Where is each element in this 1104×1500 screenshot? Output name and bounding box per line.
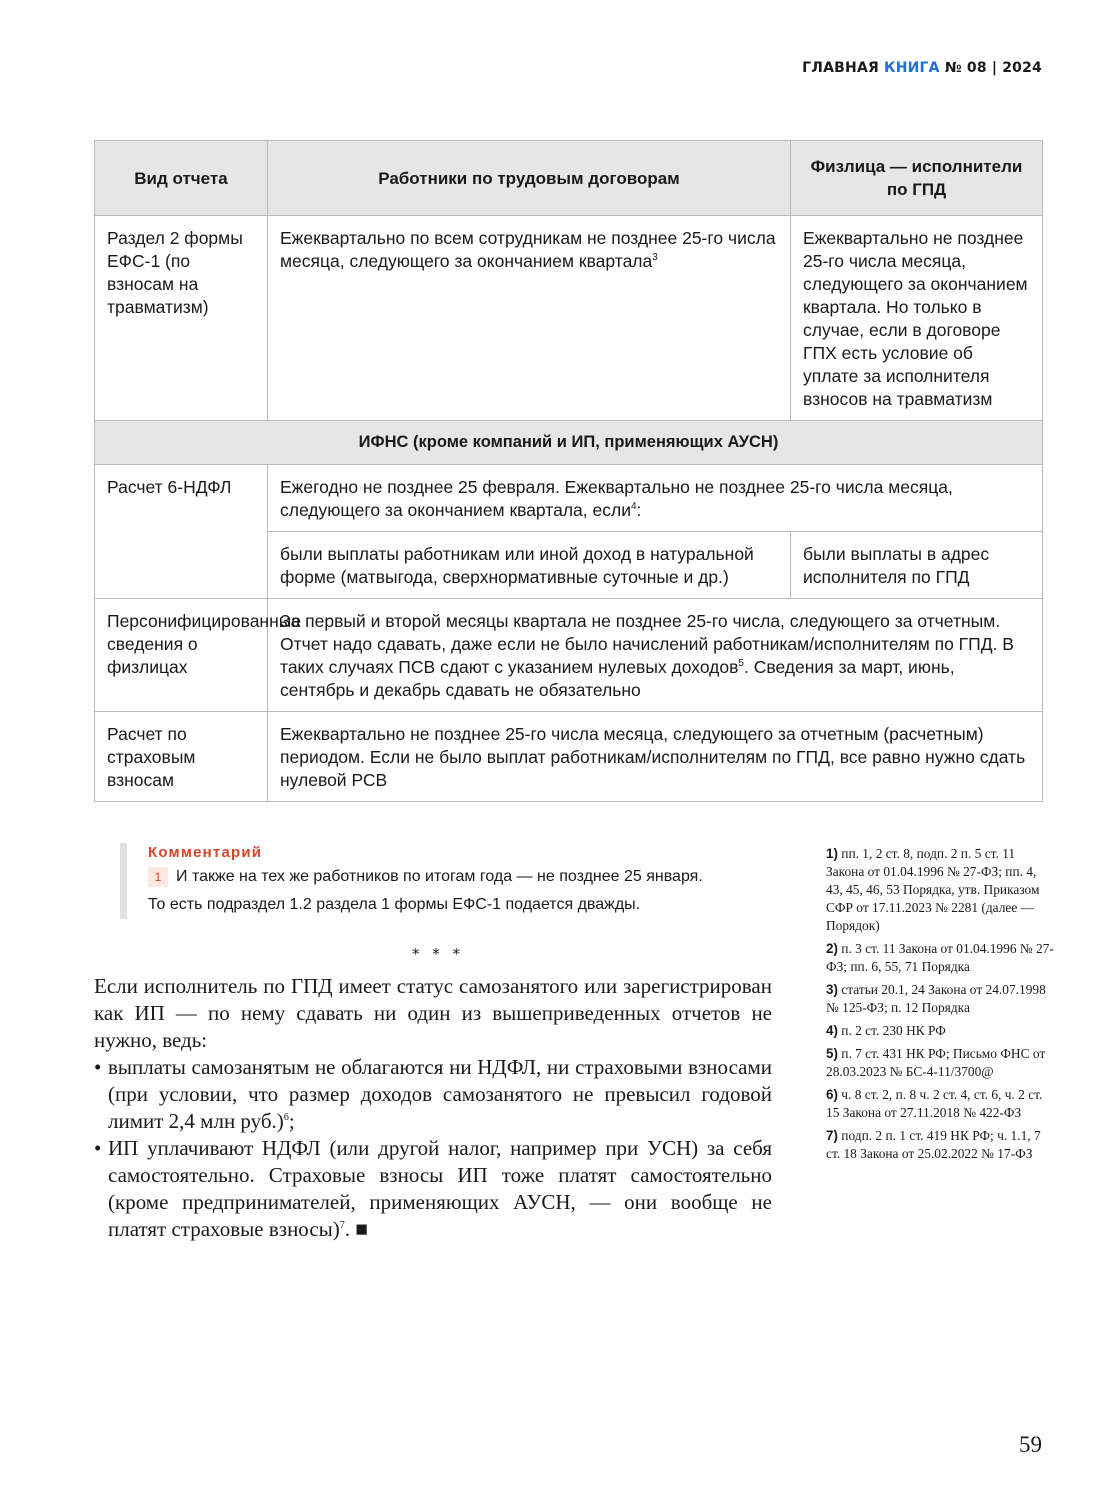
cell-employees: были выплаты работникам или иной доход в натуральной форме (матвыгода, сверхнормативные суточные и др.) [268,532,791,599]
cell-common: Ежеквартально не позднее 25-го числа месяца, следующего за отчетным (расчетным) периодом. Если не было выплат работникам/исполнителям по ГПД, все равно нужно сдать нулевой РСВ [268,712,1043,802]
footnote-ref: 3 [652,252,658,264]
list-item-text: ИП уплачивают НДФЛ (или другой налог, например при УСН) за себя самостоятельно. Страховые взносы ИП тоже платят самостоятельно (кроме предпринимателей, применяющих АУСН, — они вообще не платят страховые взносы) [108,1136,772,1241]
footnote-number: 4) [826,1023,838,1038]
running-header [802,60,1042,76]
cell-report-type: Раздел 2 формы ЕФС-1 (по взносам на травматизм) [95,216,268,421]
footnote [826,1086,1056,1122]
list-item [94,1135,772,1243]
footnote [826,1127,1056,1163]
footnote-text: п. 3 ст. 11 Закона от 01.04.1996 № 27-ФЗ; пп. 6, 55, 71 Порядка [826,941,1054,974]
bullet-list [94,1054,772,1243]
paragraph: Если исполнитель по ГПД имеет статус самозанятого или зарегистрирован как ИП — по нему сдавать ни один из вышеприведенных отчетов не нужно, ведь: [94,974,772,1052]
footnote-number: 1) [826,846,838,861]
comment-number: 1 [148,867,168,887]
footnote-ref: 7 [339,1220,345,1231]
cell-report-type: Расчет по страховым взносам [95,712,268,802]
table-row [95,465,1043,532]
footnote [826,981,1056,1017]
footnote-number: 2) [826,941,838,956]
cell-report-type: Персонифицированные сведения о физлицах [95,599,268,712]
table-row [95,216,1043,421]
comment-text: И также на тех же работников по итогам года — не позднее 25 января. [176,868,703,885]
footnotes [826,845,1056,1168]
list-item-end: ; [288,1109,295,1133]
cell-common-condition [268,465,1043,532]
comment-line: То есть подраздел 1.2 раздела 1 формы ЕФС-1 подается дважды. [148,896,641,913]
column-header-employees: Работники по трудовым договорам [268,141,791,216]
footnote-text: подп. 2 п. 1 ст. 419 НК РФ; ч. 1.1, 7 ст. 18 Закона от 25.02.2022 № 17-ФЗ [826,1128,1041,1161]
footnote [826,1022,1056,1040]
cell-common [268,599,1043,712]
page-number: 59 [1019,1432,1042,1457]
table-row [95,599,1043,712]
article-body [94,973,772,1243]
footnote-ref: 4 [630,501,637,513]
comment-title: Комментарий [148,844,263,861]
reports-table [94,140,1043,802]
footnote-ref: 6 [283,1112,289,1123]
footnote-number: 6) [826,1087,838,1102]
list-item [94,1054,772,1135]
comment-line [148,863,788,891]
cell-contractors: были выплаты в адрес исполнителя по ГПД [791,532,1043,599]
footnote [826,940,1056,976]
footnote [826,1045,1056,1081]
footnote-text: п. 7 ст. 431 НК РФ; Письмо ФНС от 28.03.2023 № БС-4-11/3700@ [826,1046,1046,1079]
footnote-text: статьи 20.1, 24 Закона от 24.07.1998 № 125-ФЗ; п. 12 Порядка [826,982,1046,1015]
cell-text-end: : [636,500,642,520]
footnote-number: 5) [826,1046,838,1061]
list-item-text: выплаты самозанятым не облагаются ни НДФЛ, ни страховыми взносами (при условии, что размер доходов самозанятого не превысил годовой лимит 2,4 млн руб.) [108,1055,772,1133]
cell-text-end: . Сведения за март, июнь, сентябрь и декабрь сдавать не обязательно [280,657,955,700]
footnote-ref: 5 [738,658,744,670]
cell-text: Ежеквартально по всем сотрудникам не позднее 25-го числа месяца, следующего за окончанием квартала [280,228,776,271]
separator: * * * [412,945,465,963]
section-row [95,421,1043,465]
footnote [826,845,1056,935]
footnote-text: п. 2 ст. 230 НК РФ [841,1023,946,1038]
cell-employees [268,216,791,421]
footnote-number: 3) [826,982,838,997]
magazine-title-part2: КНИГА [884,60,940,76]
cell-text: Ежегодно не позднее 25 февраля. Ежеквартально не позднее 25-го числа месяца, следующего за окончанием квартала, если [280,477,953,520]
list-item-end: . ■ [344,1217,368,1241]
section-title: ИФНС (кроме компаний и ИП, применяющих АУСН) [95,421,1043,465]
table-row [95,712,1043,802]
comment-box [120,843,788,919]
footnote-text: ч. 8 ст. 2, п. 8 ч. 2 ст. 4, ст. 6, ч. 2 ст. 15 Закона от 27.11.2018 № 422-ФЗ [826,1087,1043,1120]
issue-number: № 08 | 2024 [944,60,1042,76]
magazine-title-part1: ГЛАВНАЯ [802,60,879,76]
cell-report-type: Расчет 6-НДФЛ [95,465,268,599]
table-header-row [95,141,1043,216]
footnote-text: пп. 1, 2 ст. 8, подп. 2 п. 5 ст. 11 Закона от 01.04.1996 № 27-ФЗ; пп. 4, 43, 45, 46, 53 Порядка, утв. Приказом СФР от 17.11.2023 № 2281 (далее — Порядок) [826,846,1040,933]
cell-text: За первый и второй месяцы квартала не позднее 25-го числа, следующего за отчетным. Отчет надо сдавать, даже если не было начислений работникам/исполнителям по ГПД. В таких случаях ПСВ сдают с указанием нулевых доходов [280,611,1014,677]
column-header-report-type: Вид отчета [95,141,268,216]
column-header-contractors: Физлица — исполнители по ГПД [791,141,1043,216]
footnote-number: 7) [826,1128,838,1143]
cell-contractors: Ежеквартально не позднее 25-го числа месяца, следующего за окончанием квартала. Но только в случае, если в договоре ГПХ есть условие об уплате за исполнителя взносов на травматизм [791,216,1043,421]
